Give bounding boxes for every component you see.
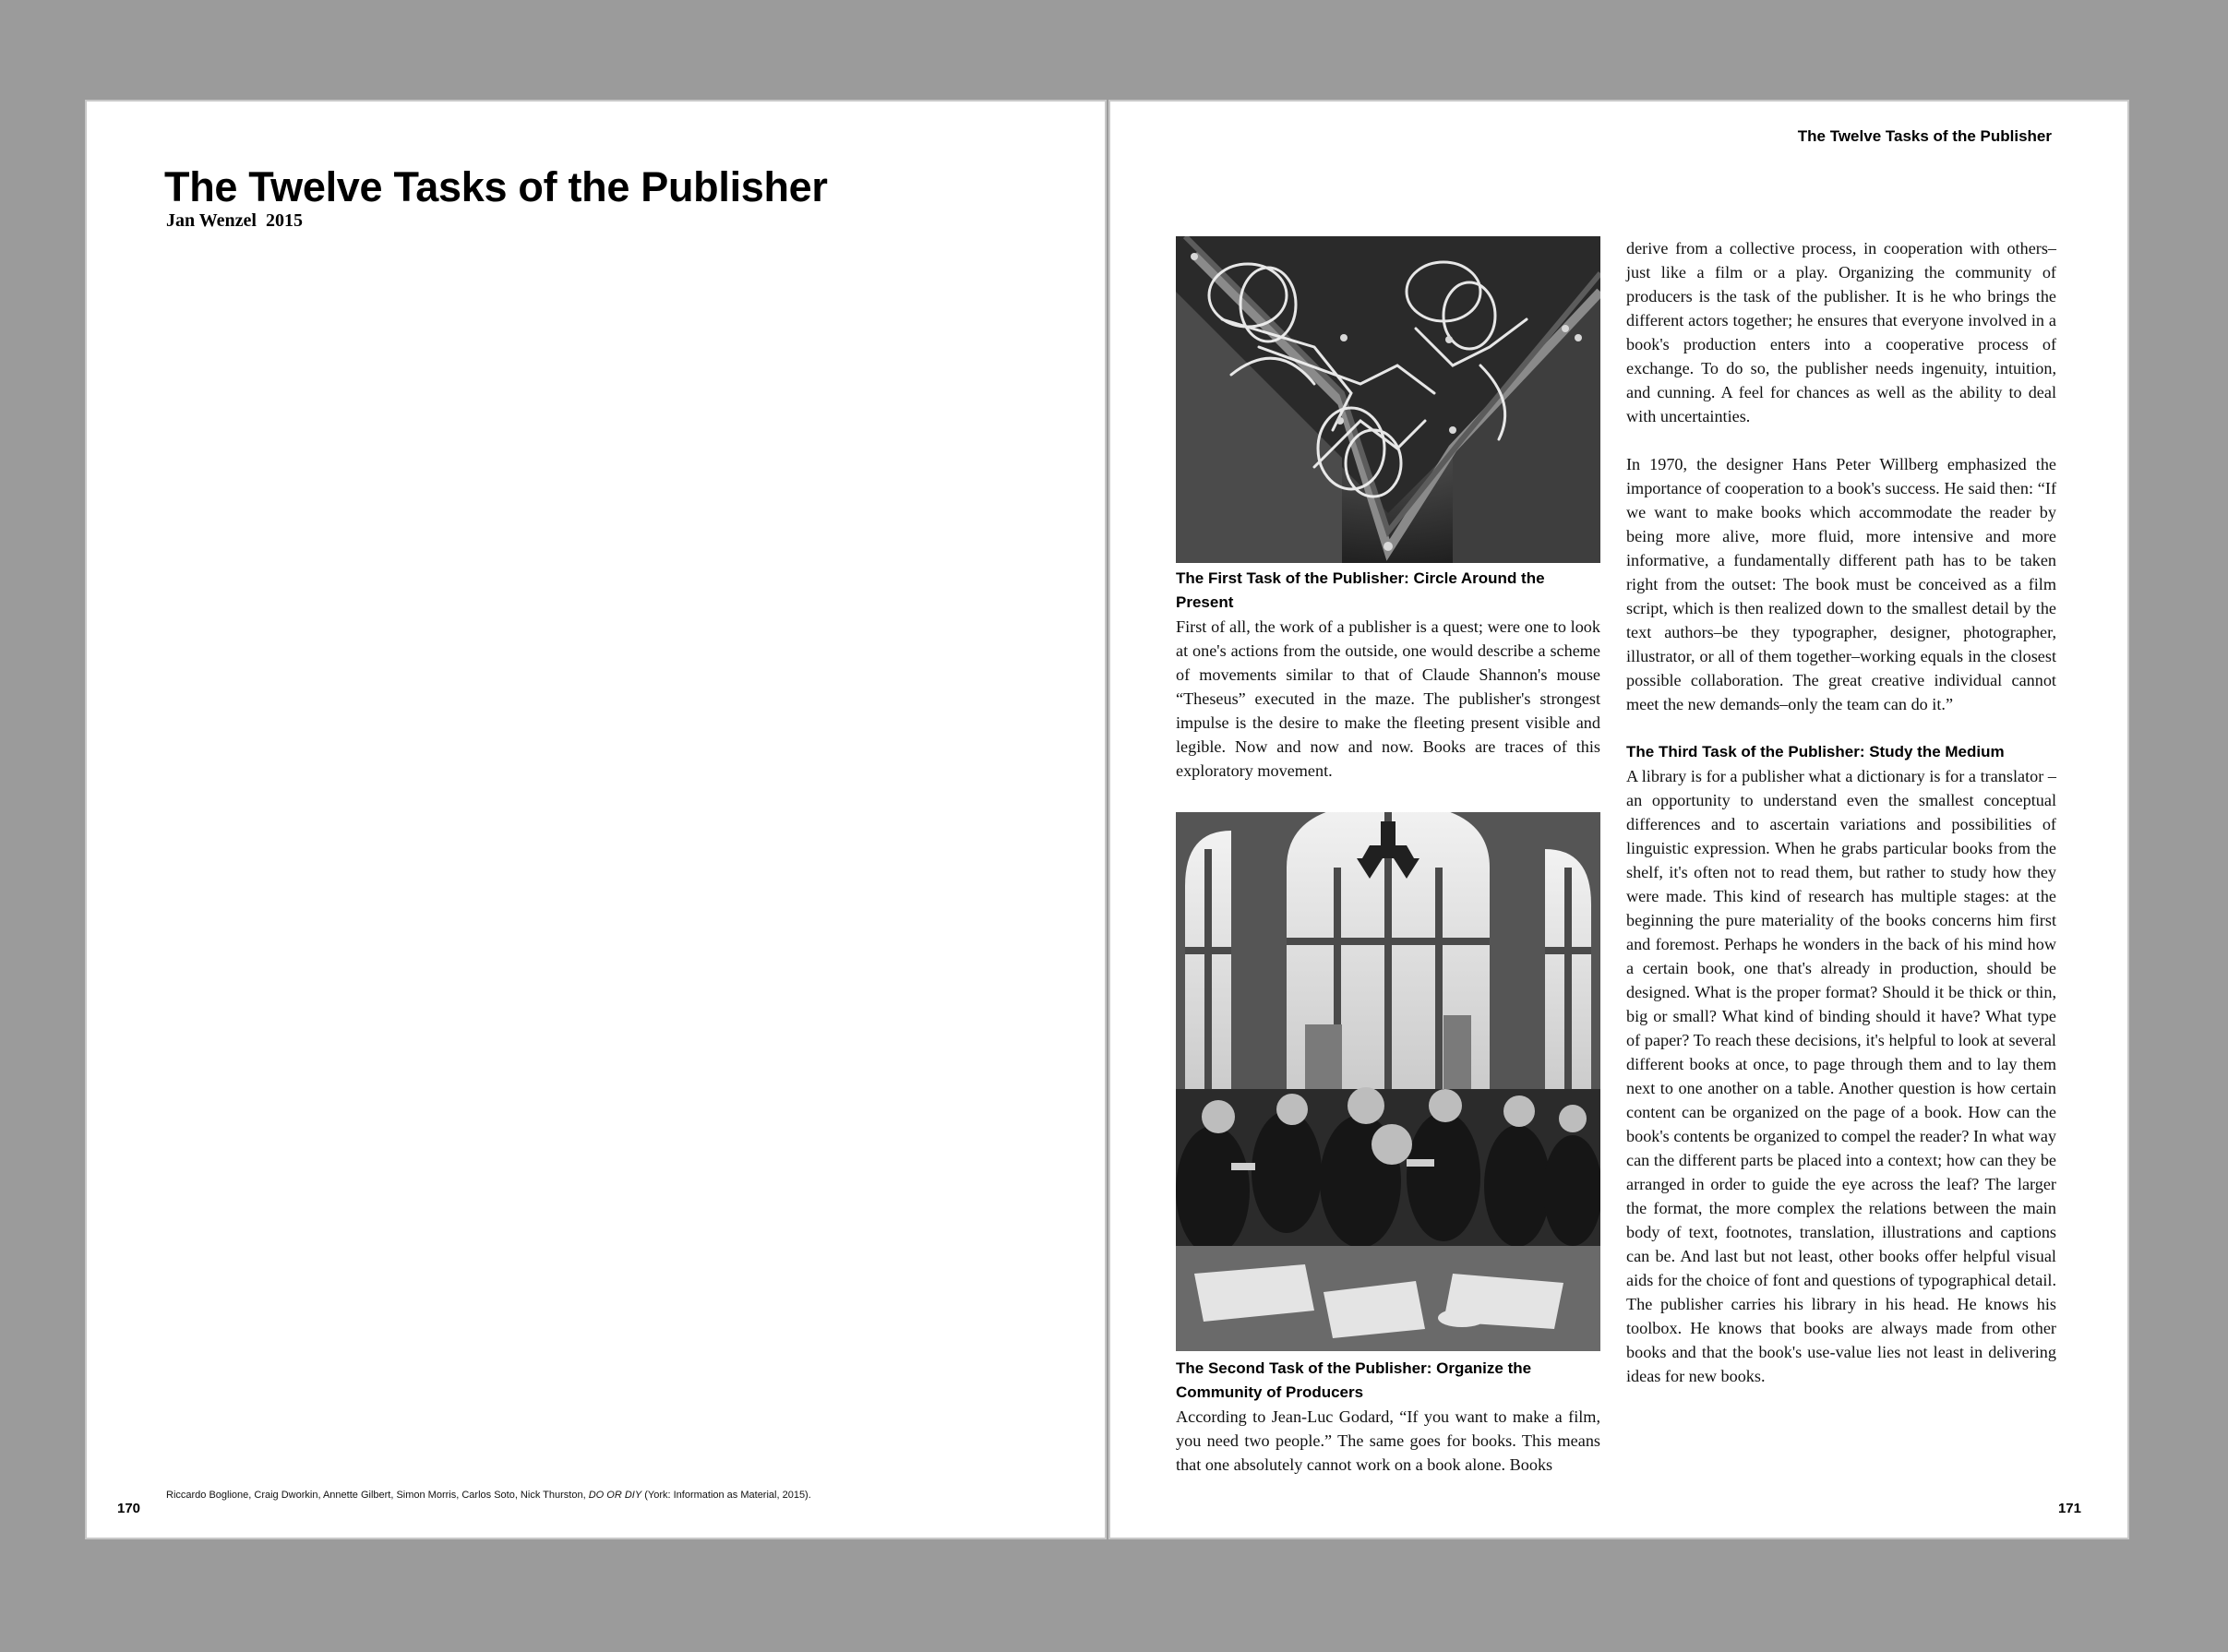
text-column-right — [1626, 236, 2056, 1388]
section-2-body-continued: derive from a collective process, in cooperation with others–just like a film or a play. Organizing the community of producers is the task of the publisher. It is he who brings the different actors together; he ensures that everyone involved in a book's production enters into a cooperative process of exchange. To do so, the publisher needs ingenuity, intuition, and cunning. A feel for chances as well as the ability to deal with uncertainties. — [1626, 239, 2056, 425]
footnote-book-title: DO OR DIY — [588, 1490, 642, 1501]
light-drawing-image — [1176, 236, 1600, 563]
section-1-body: First of all, the work of a publisher is a quest; were one to look at one's actions from the outside, one would describe a scheme of movements similar to that of Claude Shannon's mouse “Theseus” executed in the maze. The publisher's strongest impulse is the desire to make the fleeting present visible and legible. Now and now and now. Books are traces of this exploratory movement. — [1176, 617, 1600, 780]
left-page — [85, 100, 1107, 1539]
section-2-heading: The Second Task of the Publisher: Organize the Community of Producers — [1176, 1359, 1532, 1401]
page-number-right: 171 — [2057, 1501, 2081, 1516]
footnote-authors: Riccardo Boglione, Craig Dworkin, Annette Gilbert, Simon Morris, Carlos Soto, Nick Thurston, — [166, 1490, 589, 1501]
page-title: The Twelve Tasks of the Publisher — [164, 163, 828, 210]
byline: Jan Wenzel 2015 — [166, 210, 303, 231]
group-meeting-photo — [1176, 812, 1600, 1351]
page-number-left: 170 — [117, 1501, 141, 1516]
footnote — [166, 1489, 811, 1502]
section-2-body-quote: In 1970, the designer Hans Peter Willberg emphasized the importance of cooperation to a book's success. He said then: “If we want to make books which accommodate the reader by being more alive, more fluid, more intensive and more informative, a fundamentally different path has to be taken right from the outset: The book must be conceived as a film script, which is then realized down to the smallest detail by the text authors–be they typographer, designer, photographer, illustrator, or all of them together–working equals in the closest possible collaboration. The great creative individual cannot meet the new demands–only the team can do it.” — [1626, 455, 2056, 713]
section-3-body: A library is for a publisher what a dictionary is for a translator – an opportunity to understand even the smallest conceptual differences and to ascertain variations and possibilities of linguistic expression. When he grabs particular books from the shelf, it's often not to read them, but rather to study how they were made. This kind of research has multiple stages: at the beginning the pure materiality of the books concerns him first and foremost. Perhaps he wonders in the back of his mind how a certain book, one that's already in production, should be designed. What is the proper format? Should it be thick or thin, big or small? What kind of binding should it have? What type of paper? To reach these decisions, it's helpful to look at several different books at once, to page through them and to lay them next to one another on a table. Another question is how certain content can be organized on the page of a book. How can the book's contents be organized to compel the reader? In what way can the different parts be placed into a context; how can they be arranged in order to guide the eye across the leaf? The larger the format, the more complex the relations between the main body of text, footnotes, translation, illustrations and captions can be. And last but not least, other books offer helpful visual aids for the choice of font and questions of typographical detail. The publisher carries his library in his head. He knows his toolbox. He knows that books are always made from other books and that the book's use-value lies not least in delivering ideas for new books. — [1626, 767, 2056, 1385]
section-2-body-start: According to Jean-Luc Godard, “If you want to make a film, you need two people.” The same goes for books. This means that one absolutely cannot work on a book alone. Books — [1176, 1407, 1600, 1474]
text-column-left — [1176, 236, 1600, 1477]
right-page — [1108, 100, 2129, 1539]
group-meeting-image — [1176, 812, 1600, 1351]
section-3-heading: The Third Task of the Publisher: Study the Medium — [1626, 743, 2005, 760]
section-1-heading: The First Task of the Publisher: Circle Around the Present — [1176, 569, 1545, 611]
light-drawing-photo — [1176, 236, 1600, 563]
footnote-publication: (York: Information as Material, 2015). — [641, 1490, 811, 1501]
running-head: The Twelve Tasks of the Publisher — [1797, 127, 2052, 145]
